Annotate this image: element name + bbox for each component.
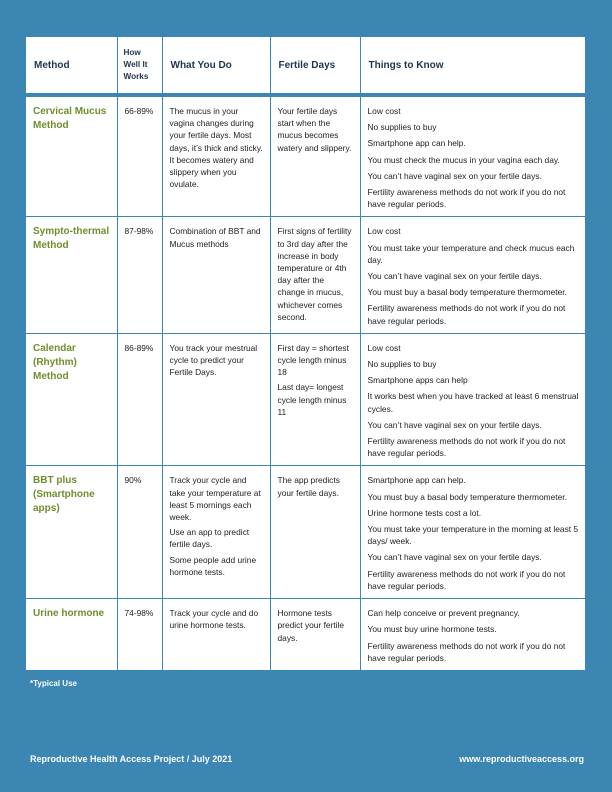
method-cell xyxy=(26,599,117,670)
things-to-know-item: Fertility awareness methods do not work if you do not have regular periods. xyxy=(367,187,566,210)
effectiveness-rate: 87-98% xyxy=(124,226,154,237)
things-to-know-item: Low cost xyxy=(367,226,401,237)
things-to-know-item: You must buy urine hormone tests. xyxy=(367,624,497,635)
things-to-know-cell xyxy=(360,466,585,599)
things-to-know-cell xyxy=(360,97,585,217)
fertile-days-text: Hormone tests predict your fertile days. xyxy=(277,608,345,643)
table-header-row xyxy=(26,37,585,93)
things-to-know-item: No supplies to buy xyxy=(367,359,437,370)
footer-website: www.reproductiveaccess.org xyxy=(459,754,584,764)
things-to-know-item: You must take your temperature in the morning at least 5 days/ week. xyxy=(367,524,579,547)
things-to-know-item: You must check the mucus in your vagina each day. xyxy=(367,154,560,165)
things-to-know-item: Can help conceive or prevent pregnancy. xyxy=(367,608,520,619)
what-you-do-text: Track your cycle and do urine hormone tests. xyxy=(169,608,259,631)
what-you-do-text: The mucus in your vagina changes during your fertile days. Most days, it’s thick and sticky. It becomes watery and slippery when you ovulate. xyxy=(169,106,263,190)
typical-use-note: *Typical Use xyxy=(30,679,77,688)
things-to-know-item: Smartphone apps can help xyxy=(367,375,468,386)
what-you-do-cell xyxy=(162,97,270,217)
rate-cell xyxy=(117,599,162,670)
fertile-days-text: First day = shortest cycle length minus 18 xyxy=(277,342,349,378)
fertile-days-cell xyxy=(270,97,360,217)
header-method: Method xyxy=(26,37,117,93)
fertile-days-text: The app predicts your fertile days. xyxy=(277,475,340,498)
things-to-know-item: Fertility awareness methods do not work if you do not have regular periods. xyxy=(367,640,566,663)
things-to-know-item: Low cost xyxy=(367,342,401,353)
what-you-do-cell xyxy=(162,333,270,466)
what-you-do-text: Combination of BBT and Mucus methods xyxy=(169,226,261,249)
method-cell xyxy=(26,217,117,333)
fertile-days-cell xyxy=(270,217,360,333)
rate-cell xyxy=(117,217,162,333)
things-to-know-cell xyxy=(360,217,585,333)
things-to-know-cell xyxy=(360,599,585,670)
things-to-know-item: No supplies to buy xyxy=(367,122,437,133)
things-to-know-item: Fertility awareness methods do not work if you do not have regular periods. xyxy=(367,436,566,459)
fertile-days-cell xyxy=(270,599,360,670)
table-row xyxy=(26,599,585,670)
things-to-know-item: Urine hormone tests cost a lot. xyxy=(367,507,482,518)
methods-table xyxy=(26,37,585,670)
what-you-do-cell xyxy=(162,466,270,599)
effectiveness-rate: 74-98% xyxy=(124,608,154,619)
method-name: Urine hormone xyxy=(33,608,105,620)
method-cell xyxy=(26,333,117,466)
header-how-well: How Well It Works xyxy=(117,37,162,93)
things-to-know-item: You can’t have vaginal sex on your fertile days. xyxy=(367,170,542,181)
what-you-do-text: Some people add urine hormone tests. xyxy=(169,554,257,577)
rate-cell xyxy=(117,333,162,466)
effectiveness-rate: 66-89% xyxy=(124,106,154,116)
what-you-do-text: Track your cycle and take your temperature at least 5 mornings each week. xyxy=(169,475,261,523)
things-to-know-item: You can’t have vaginal sex on your fertile days. xyxy=(367,419,542,430)
table-row xyxy=(26,217,585,333)
things-to-know-item: Smartphone app can help. xyxy=(367,475,466,486)
things-to-know-item: You can’t have vaginal sex on your fertile days. xyxy=(367,271,542,282)
what-you-do-cell xyxy=(162,599,270,670)
things-to-know-item: You must buy a basal body temperature thermometer. xyxy=(367,491,567,502)
fertile-days-text: Your fertile days start when the mucus becomes watery and slippery. xyxy=(277,106,352,153)
things-to-know-item: Fertility awareness methods do not work if you do not have regular periods. xyxy=(367,568,566,591)
what-you-do-text: You track your mestrual cycle to predict your Fertile Days. xyxy=(169,342,258,378)
method-name: Calendar (Rhythm) Method xyxy=(33,342,77,382)
methods-table-grid xyxy=(26,37,585,670)
method-cell xyxy=(26,97,117,217)
fertile-days-cell xyxy=(270,333,360,466)
what-you-do-text: Use an app to predict fertile days. xyxy=(169,527,250,550)
header-what-you-do: What You Do xyxy=(162,37,270,93)
things-to-know-item: Smartphone app can help. xyxy=(367,138,466,149)
table-row xyxy=(26,466,585,599)
fertile-days-text: First signs of fertility to 3rd day after the increase in body temperature or 4th day after the change in mucus, whichever comes second. xyxy=(277,226,352,322)
effectiveness-rate: 90% xyxy=(124,475,142,486)
method-name: Sympto-thermal Method xyxy=(33,226,110,252)
method-name: BBT plus (Smartphone apps) xyxy=(33,475,95,515)
things-to-know-item: It works best when you have tracked at least 6 menstrual cycles. xyxy=(367,391,579,414)
fertile-days-cell xyxy=(270,466,360,599)
header-things-to-know: Things to Know xyxy=(360,37,585,93)
table-row xyxy=(26,97,585,217)
fertile-days-text: Last day= longest cycle length minus 11 xyxy=(277,382,347,417)
things-to-know-item: You must buy a basal body temperature thermometer. xyxy=(367,287,567,298)
table-body xyxy=(26,97,585,670)
method-cell xyxy=(26,466,117,599)
things-to-know-item: Low cost xyxy=(367,106,401,116)
things-to-know-item: Fertility awareness methods do not work if you do not have regular periods. xyxy=(367,303,566,326)
method-name: Cervical Mucus Method xyxy=(33,106,107,131)
effectiveness-rate: 86-89% xyxy=(124,342,154,353)
what-you-do-cell xyxy=(162,217,270,333)
things-to-know-item: You can’t have vaginal sex on your fertile days. xyxy=(367,552,542,563)
table-row xyxy=(26,333,585,466)
header-fertile-days: Fertile Days xyxy=(270,37,360,93)
things-to-know-item: You must take your temperature and check mucus each day. xyxy=(367,242,575,265)
things-to-know-cell xyxy=(360,333,585,466)
rate-cell xyxy=(117,97,162,217)
rate-cell xyxy=(117,466,162,599)
footer-organization: Reproductive Health Access Project / July 2021 xyxy=(30,754,233,764)
